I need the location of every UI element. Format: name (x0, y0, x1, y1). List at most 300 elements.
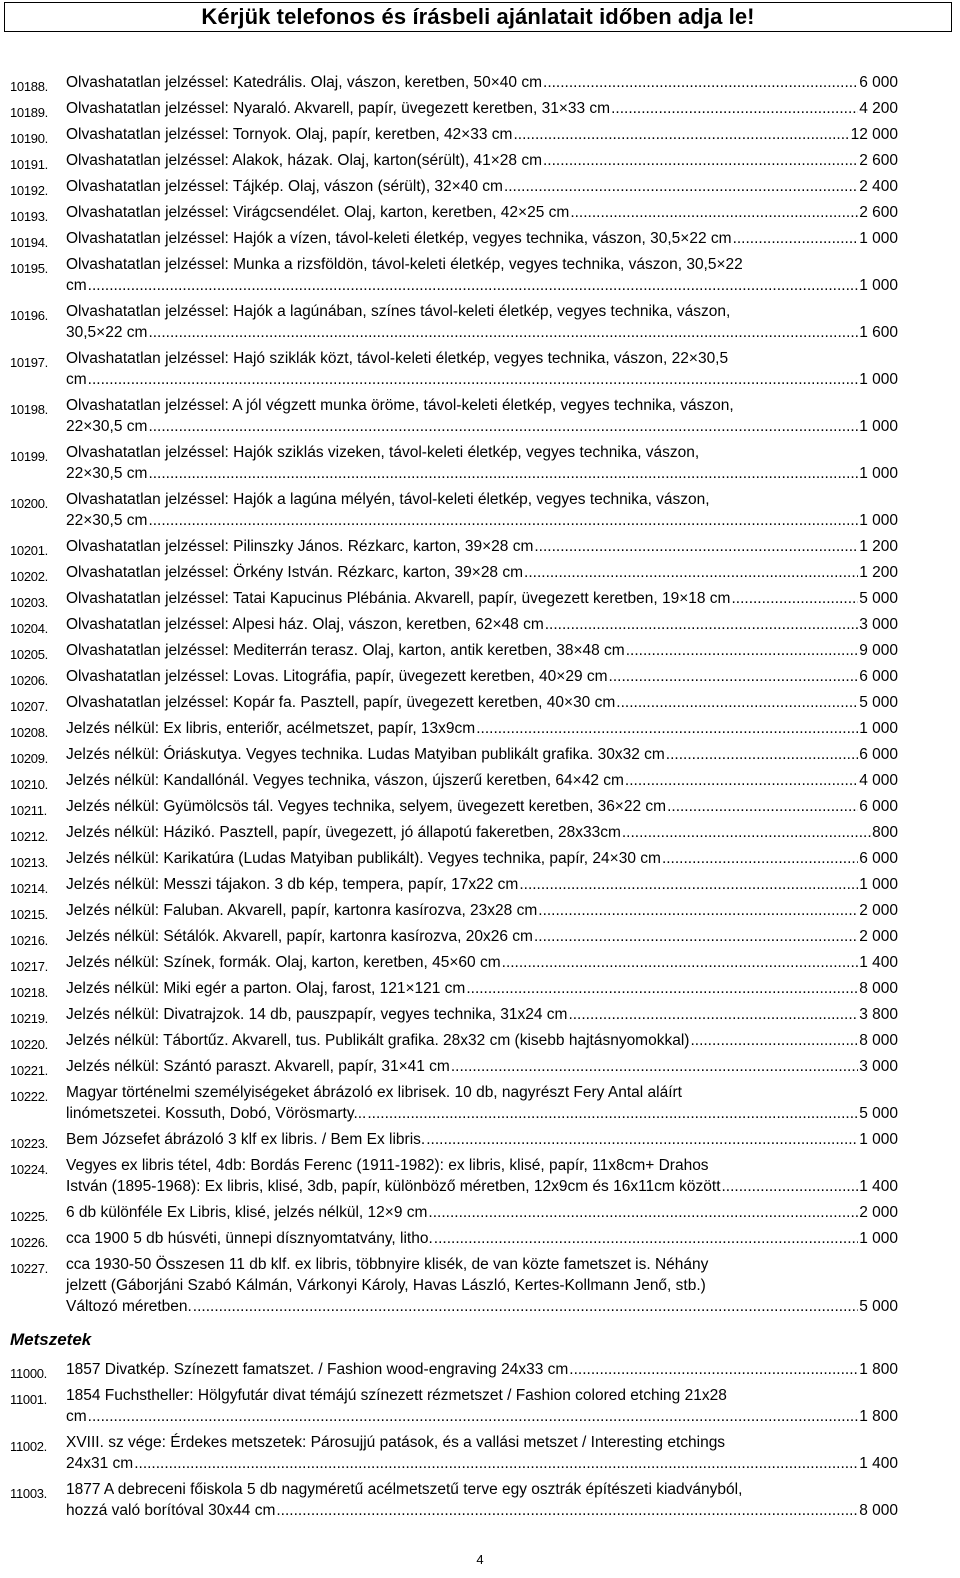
lot-item (0, 562, 960, 583)
lot-item (0, 666, 960, 687)
lot-price-line (66, 1359, 898, 1380)
lot-price: 1 000 (859, 230, 898, 247)
lot-description (66, 562, 898, 583)
lot-item (0, 978, 960, 999)
lot-description (66, 254, 898, 296)
lot-description-last-line: 24x31 cm (66, 1455, 134, 1472)
lot-number: 10221. (10, 1063, 48, 1078)
lot-description (66, 588, 898, 609)
lot-number: 10191. (10, 157, 48, 172)
lot-price: 6 000 (859, 74, 898, 91)
lot-item (0, 1202, 960, 1223)
lot-description-last-line: Olvashatatlan jelzéssel: Pilinszky János. Rézkarc, karton, 39×28 cm (66, 538, 534, 555)
lot-description-last-line: Jelzés nélkül: Karikatúra (Ludas Matyiban publikált). Vegyes technika, papír, 24×30 cm (66, 850, 661, 867)
lot-description-last-line: Olvashatatlan jelzéssel: Lovas. Litográfia, papír, üvegezett keretben, 40×29 cm (66, 668, 608, 685)
lot-item (0, 796, 960, 817)
lot-description-last-line: Olvashatatlan jelzéssel: Hajók a vízen, távol-keleti életkép, vegyes technika, vászon, 30,5×22 cm (66, 230, 732, 247)
lot-price: 5 000 (859, 694, 898, 711)
lot-description-line: Olvashatatlan jelzéssel: Munka a rizsföldön, távol-keleti életkép, vegyes technika, vászon, 30,5×22 (66, 256, 743, 273)
lot-description-last-line: Jelzés nélkül: Házikó. Pasztell, papír, üvegezett, jó állapotú fakeretben, 28x33cm (66, 824, 621, 841)
lot-number: 10212. (10, 829, 48, 844)
lot-description-line: 1877 A debreceni főiskola 5 db nagyméretű acélmetszetű terve egy osztrák építészeti kiadványból, (66, 1481, 743, 1498)
lot-price: 1 000 (859, 465, 898, 482)
lot-description-last-line: cm (66, 371, 87, 388)
lot-price-line (66, 202, 898, 223)
lot-price: 1 200 (859, 538, 898, 555)
dot-leader (502, 952, 859, 973)
lot-description (66, 536, 898, 557)
lot-item (0, 1082, 960, 1124)
dot-leader (451, 1056, 858, 1077)
dot-leader (367, 1103, 858, 1124)
lot-price-line (66, 1056, 898, 1077)
lot-description (66, 874, 898, 895)
lot-price: 6 000 (859, 746, 898, 763)
lot-number: 10223. (10, 1136, 48, 1151)
lot-description-last-line: Jelzés nélkül: Divatrajzok. 14 db, pauszpapír, vegyes technika, 31x24 cm (66, 1006, 568, 1023)
lot-price: 1 000 (859, 1131, 898, 1148)
lot-description (66, 176, 898, 197)
lot-item (0, 900, 960, 921)
lot-item (0, 1254, 960, 1317)
lot-item (0, 1056, 960, 1077)
lot-number: 10215. (10, 907, 48, 922)
lot-price-line (66, 228, 898, 249)
lot-price-line (66, 588, 898, 609)
lot-item (0, 926, 960, 947)
lot-description (66, 692, 898, 713)
lot-price-line (66, 1103, 898, 1124)
lot-price: 1 400 (859, 1178, 898, 1195)
lot-price-line (66, 176, 898, 197)
lot-price: 4 200 (859, 100, 898, 117)
lot-price: 800 (872, 824, 898, 841)
lot-item (0, 301, 960, 343)
lot-number: 10202. (10, 569, 48, 584)
lot-description-last-line: 30,5×22 cm (66, 324, 148, 341)
lot-price-line (66, 900, 898, 921)
lot-price: 2 000 (859, 902, 898, 919)
lot-number: 10207. (10, 699, 48, 714)
lot-description-last-line: Jelzés nélkül: Tábortűz. Akvarell, tus. Publikált grafika. 28x32 cm (kisebb hajtásnyomokkal) (66, 1032, 690, 1049)
lot-price: 5 000 (859, 1105, 898, 1122)
lot-description (66, 900, 898, 921)
lot-price-line (66, 510, 898, 531)
etching-items (0, 1359, 960, 1521)
lot-item (0, 536, 960, 557)
lot-price: 1 000 (859, 418, 898, 435)
lot-number: 10218. (10, 985, 48, 1000)
dot-leader (276, 1500, 858, 1521)
notice-banner-text: Kérjük telefonos és írásbeli ajánlatait időben adja le! (201, 4, 755, 29)
dot-leader (616, 692, 858, 713)
dot-leader (611, 98, 858, 119)
lot-price: 2 000 (859, 1204, 898, 1221)
lot-item (0, 348, 960, 390)
lot-number: 10220. (10, 1037, 48, 1052)
lot-price: 2 600 (859, 152, 898, 169)
lot-price: 3 800 (859, 1006, 898, 1023)
dot-leader (534, 926, 858, 947)
lot-description (66, 1432, 898, 1474)
lot-description (66, 718, 898, 739)
lot-description-last-line: Olvashatatlan jelzéssel: Örkény István. Rézkarc, karton, 39×28 cm (66, 564, 524, 581)
lot-number: 11000. (10, 1366, 47, 1381)
lot-price-line (66, 275, 898, 296)
lot-description-last-line: Olvashatatlan jelzéssel: Virágcsendélet. Olaj, karton, keretben, 42×25 cm (66, 204, 570, 221)
lot-description (66, 770, 898, 791)
lot-price: 1 000 (859, 720, 898, 737)
lot-price-line (66, 770, 898, 791)
lot-item (0, 254, 960, 296)
lot-price: 1 000 (859, 371, 898, 388)
lot-description-last-line: Olvashatatlan jelzéssel: Tatai Kapucinus Plébánia. Akvarell, papír, üvegezett keretben, 19×18 cm (66, 590, 731, 607)
lot-price-line (66, 1176, 898, 1197)
lot-price-line (66, 666, 898, 687)
lot-number: 10194. (10, 235, 48, 250)
lot-price: 1 400 (859, 954, 898, 971)
lot-description (66, 1030, 898, 1051)
lot-price-line (66, 848, 898, 869)
lot-price-line (66, 369, 898, 390)
lot-description (66, 1155, 898, 1197)
lot-description-last-line: Olvashatatlan jelzéssel: Katedrális. Olaj, vászon, keretben, 50×40 cm (66, 74, 543, 91)
lot-description-last-line: cca 1900 5 db húsvéti, ünnepi dísznyomtatvány, litho. (66, 1230, 433, 1247)
lot-price: 6 000 (859, 850, 898, 867)
lot-price-line (66, 416, 898, 437)
dot-leader (569, 1359, 858, 1380)
lot-price-line (66, 796, 898, 817)
dot-leader (88, 1406, 859, 1427)
lot-description-last-line: Jelzés nélkül: Miki egér a parton. Olaj, farost, 121×121 cm (66, 980, 466, 997)
lot-price: 1 800 (859, 1408, 898, 1425)
lot-description-last-line: 1857 Divatkép. Színezett famatszet. / Fashion wood-engraving 24x33 cm (66, 1361, 569, 1378)
lot-description-last-line: Olvashatatlan jelzéssel: Mediterrán terasz. Olaj, karton, antik keretben, 38×48 cm (66, 642, 625, 659)
lot-item (0, 952, 960, 973)
lot-price-line (66, 98, 898, 119)
lot-description (66, 228, 898, 249)
lot-number: 10225. (10, 1209, 48, 1224)
lot-description-last-line: Jelzés nélkül: Faluban. Akvarell, papír, kartonra kasírozva, 23x28 cm (66, 902, 538, 919)
lot-price: 1 000 (859, 277, 898, 294)
dot-leader (434, 1228, 858, 1249)
lot-description-last-line: Olvashatatlan jelzéssel: Tornyok. Olaj, papír, keretben, 42×33 cm (66, 126, 513, 143)
lot-number: 10199. (10, 449, 48, 464)
lot-description-last-line: Változó méretben. (66, 1298, 192, 1315)
lot-price-line (66, 150, 898, 171)
lot-description-line: Magyar történelmi személyiségeket ábrázoló ex librisek. 10 db, nagyrészt Fery Antal aláírt (66, 1084, 682, 1101)
lot-description-line: cca 1930-50 Összesen 11 db klf. ex libris, többnyire klisék, de van közte fametszet is. Néhány (66, 1256, 709, 1273)
lot-price-line (66, 1228, 898, 1249)
section-title: Metszetek (10, 1330, 92, 1349)
dot-leader (731, 588, 858, 609)
lot-description (66, 202, 898, 223)
dot-leader (148, 510, 858, 531)
lot-price-line (66, 1129, 898, 1150)
lot-price: 2 600 (859, 204, 898, 221)
lot-number: 10190. (10, 131, 48, 146)
lot-number: 10219. (10, 1011, 48, 1026)
lot-description (66, 124, 898, 145)
lot-price-line (66, 1406, 898, 1427)
dot-leader (666, 744, 858, 765)
dot-leader (667, 796, 858, 817)
lot-number: 10206. (10, 673, 48, 688)
lot-price: 9 000 (859, 642, 898, 659)
lot-price-line (66, 874, 898, 895)
lot-description-last-line: Jelzés nélkül: Gyümölcsös tál. Vegyes technika, selyem, üvegezett keretben, 36×22 cm (66, 798, 667, 815)
lot-item (0, 1228, 960, 1249)
lot-description-last-line: Jelzés nélkül: Ex libris, enteriőr, acélmetszet, papír, 13x9cm (66, 720, 476, 737)
lot-description-last-line: Olvashatatlan jelzéssel: Nyaraló. Akvarell, papír, üvegezett keretben, 31×33 cm (66, 100, 611, 117)
auction-items (0, 72, 960, 1317)
lot-price-line (66, 322, 898, 343)
lot-item (0, 442, 960, 484)
dot-leader (545, 614, 858, 635)
lot-description-last-line: Bem Józsefet ábrázoló 3 klf ex libris. / Bem Ex libris. (66, 1131, 426, 1148)
lot-price: 5 000 (859, 590, 898, 607)
lot-description (66, 848, 898, 869)
lot-description-last-line: Olvashatatlan jelzéssel: Alakok, házak. Olaj, karton(sérült), 41×28 cm (66, 152, 542, 169)
lot-description-last-line: Olvashatatlan jelzéssel: Tájkép. Olaj, vászon (sérült), 32×40 cm (66, 178, 503, 195)
lot-number: 10196. (10, 308, 48, 323)
dot-leader (570, 202, 858, 223)
dot-leader (543, 150, 858, 171)
lot-description-last-line: Jelzés nélkül: Sétálók. Akvarell, papír, kartonra kasírozva, 20x26 cm (66, 928, 533, 945)
lot-price-line (66, 562, 898, 583)
lot-item (0, 489, 960, 531)
lot-description-last-line: Olvashatatlan jelzéssel: Alpesi ház. Olaj, vászon, keretben, 62×48 cm (66, 616, 544, 633)
lot-item (0, 718, 960, 739)
lot-description (66, 744, 898, 765)
lot-description-last-line: 22×30,5 cm (66, 465, 148, 482)
lot-price: 1 000 (859, 876, 898, 893)
dot-leader (626, 640, 858, 661)
lot-price-line (66, 822, 898, 843)
lot-description-last-line: Jelzés nélkül: Óriáskutya. Vegyes technika. Ludas Matyiban publikált grafika. 30x32 cm (66, 746, 665, 763)
lot-number: 10222. (10, 1089, 48, 1104)
lot-description (66, 1004, 898, 1025)
lot-number: 11001. (10, 1392, 47, 1407)
lot-price: 3 000 (859, 1058, 898, 1075)
lot-description-line: XVIII. sz vége: Érdekes metszetek: Párosujjú patások, és a vallási metszet / Interesting etchings (66, 1434, 726, 1451)
lot-price-line (66, 1202, 898, 1223)
lot-description-last-line: hozzá való borítóval 30x44 cm (66, 1502, 276, 1519)
lot-description-last-line: Jelzés nélkül: Kandallónál. Vegyes technika, vászon, újszerű keretben, 64×42 cm (66, 772, 624, 789)
dot-leader (625, 770, 858, 791)
lot-price: 3 000 (859, 616, 898, 633)
lot-item (0, 588, 960, 609)
lot-description (66, 1228, 898, 1249)
lot-price: 6 000 (859, 668, 898, 685)
dot-leader (193, 1296, 858, 1317)
lot-price: 1 000 (859, 1230, 898, 1247)
dot-leader (426, 1129, 858, 1150)
lot-description-line: Olvashatatlan jelzéssel: Hajók a lagúna mélyén, távol-keleti életkép, vegyes technika, vászon, (66, 491, 710, 508)
lot-item (0, 395, 960, 437)
dot-leader (466, 978, 858, 999)
dot-leader (428, 1202, 858, 1223)
dot-leader (568, 1004, 858, 1025)
lot-item (0, 1479, 960, 1521)
page-number: 4 (476, 1552, 484, 1567)
lot-price: 2 000 (859, 928, 898, 945)
dot-leader (148, 463, 858, 484)
lot-description (66, 1359, 898, 1380)
dot-leader (622, 822, 871, 843)
lot-description (66, 952, 898, 973)
lot-description-last-line: Olvashatatlan jelzéssel: Kopár fa. Pasztell, papír, üvegezett keretben, 40×30 cm (66, 694, 616, 711)
lot-price-line (66, 614, 898, 635)
lot-item (0, 98, 960, 119)
lot-description-last-line: István (1895-1968): Ex libris, klisé, 3db, papír, különböző méretben, 12x9cm és 16x11cm között (66, 1178, 721, 1195)
lot-number: 10227. (10, 1261, 48, 1276)
lot-description (66, 489, 898, 531)
lot-price-line (66, 718, 898, 739)
dot-leader (543, 72, 858, 93)
lot-number: 10214. (10, 881, 48, 896)
dot-leader (722, 1176, 859, 1197)
lot-description-last-line: cm (66, 277, 87, 294)
lot-description-last-line: 22×30,5 cm (66, 418, 148, 435)
lot-price: 1 800 (859, 1361, 898, 1378)
dot-leader (538, 900, 858, 921)
lot-price: 1 000 (859, 512, 898, 529)
lot-description (66, 978, 898, 999)
lot-price: 1 400 (859, 1455, 898, 1472)
lot-description-last-line: 6 db különféle Ex Libris, klisé, jelzés nélkül, 12×9 cm (66, 1204, 428, 1221)
lot-description (66, 98, 898, 119)
lot-description (66, 1385, 898, 1427)
lot-description (66, 666, 898, 687)
dot-leader (609, 666, 859, 687)
lot-number: 10217. (10, 959, 48, 974)
lot-description (66, 614, 898, 635)
lot-item (0, 1129, 960, 1150)
lot-item (0, 770, 960, 791)
dot-leader (519, 874, 858, 895)
lot-price: 8 000 (859, 1032, 898, 1049)
lot-description (66, 442, 898, 484)
lot-item (0, 640, 960, 661)
lot-item (0, 744, 960, 765)
lot-description (66, 301, 898, 343)
lot-description-last-line: Jelzés nélkül: Messzi tájakon. 3 db kép, tempera, papír, 17x22 cm (66, 876, 519, 893)
lot-number: 10200. (10, 496, 48, 511)
lot-description-last-line: Jelzés nélkül: Szántó paraszt. Akvarell, papír, 31×41 cm (66, 1058, 450, 1075)
lot-number: 10195. (10, 261, 48, 276)
lot-item (0, 1030, 960, 1051)
auction-list (0, 72, 960, 1526)
lot-number: 10208. (10, 725, 48, 740)
lot-price-line (66, 692, 898, 713)
lot-item (0, 822, 960, 843)
lot-item (0, 124, 960, 145)
lot-price: 5 000 (859, 1298, 898, 1315)
lot-description-last-line: cm (66, 1408, 87, 1425)
lot-description-line: 1854 Fuchstheller: Hölgyfutár divat témájú színezett rézmetszet / Fashion colored etching 21x28 (66, 1387, 727, 1404)
lot-number: 11002. (10, 1439, 47, 1454)
dot-leader (88, 275, 859, 296)
lot-item (0, 848, 960, 869)
dot-leader (733, 228, 859, 249)
lot-price-line (66, 640, 898, 661)
dot-leader (690, 1030, 858, 1051)
lot-description-line: jelzett (Gáborjáni Szabó Kálmán, Várkonyi Károly, Havas László, Kertes-Kollmann Jenő, stb.) (66, 1277, 706, 1294)
dot-leader (504, 176, 858, 197)
lot-description (66, 796, 898, 817)
lot-price: 8 000 (859, 980, 898, 997)
lot-description-last-line: linómetszetei. Kossuth, Dobó, Vörösmarty... (66, 1105, 367, 1122)
lot-price: 1 600 (859, 324, 898, 341)
lot-item (0, 1004, 960, 1025)
lot-price-line (66, 1500, 898, 1521)
dot-leader (134, 1453, 858, 1474)
lot-number: 10209. (10, 751, 48, 766)
lot-description-last-line: Jelzés nélkül: Színek, formák. Olaj, karton, keretben, 45×60 cm (66, 954, 501, 971)
lot-number: 10211. (10, 803, 47, 818)
lot-price-line (66, 978, 898, 999)
lot-number: 10201. (10, 543, 48, 558)
lot-number: 10188. (10, 79, 48, 94)
lot-description (66, 1056, 898, 1077)
lot-description-line: Olvashatatlan jelzéssel: Hajók a lagúnában, színes távol-keleti életkép, vegyes technika, vászon, (66, 303, 731, 320)
lot-number: 10192. (10, 183, 48, 198)
lot-price-line (66, 124, 898, 145)
lot-item (0, 614, 960, 635)
lot-number: 10204. (10, 621, 48, 636)
lot-item (0, 72, 960, 93)
lot-description (66, 822, 898, 843)
lot-price-line (66, 463, 898, 484)
lot-item (0, 150, 960, 171)
lot-description (66, 640, 898, 661)
lot-price-line (66, 926, 898, 947)
lot-description (66, 348, 898, 390)
lot-item (0, 874, 960, 895)
lot-price-line (66, 72, 898, 93)
dot-leader (88, 369, 859, 390)
lot-description (66, 1254, 898, 1317)
lot-number: 10213. (10, 855, 48, 870)
lot-description (66, 1129, 898, 1150)
lot-price: 6 000 (859, 798, 898, 815)
lot-price: 1 200 (859, 564, 898, 581)
lot-price-line (66, 1453, 898, 1474)
lot-description (66, 1479, 898, 1521)
lot-price-line (66, 1296, 898, 1317)
lot-number: 10216. (10, 933, 48, 948)
lot-description (66, 395, 898, 437)
lot-price-line (66, 1030, 898, 1051)
lot-description (66, 926, 898, 947)
dot-leader (513, 124, 849, 145)
lot-item (0, 1359, 960, 1380)
lot-description-line: Olvashatatlan jelzéssel: A jól végzett munka öröme, távol-keleti életkép, vegyes technika, vászon, (66, 397, 734, 414)
lot-price-line (66, 744, 898, 765)
lot-number: 10198. (10, 402, 48, 417)
lot-price: 2 400 (859, 178, 898, 195)
lot-number: 10197. (10, 355, 48, 370)
lot-number: 10193. (10, 209, 48, 224)
lot-description (66, 1082, 898, 1124)
lot-description-last-line: 22×30,5 cm (66, 512, 148, 529)
lot-number: 11003. (10, 1486, 47, 1501)
lot-item (0, 1155, 960, 1197)
dot-leader (148, 322, 858, 343)
lot-number: 10210. (10, 777, 48, 792)
lot-item (0, 1432, 960, 1474)
